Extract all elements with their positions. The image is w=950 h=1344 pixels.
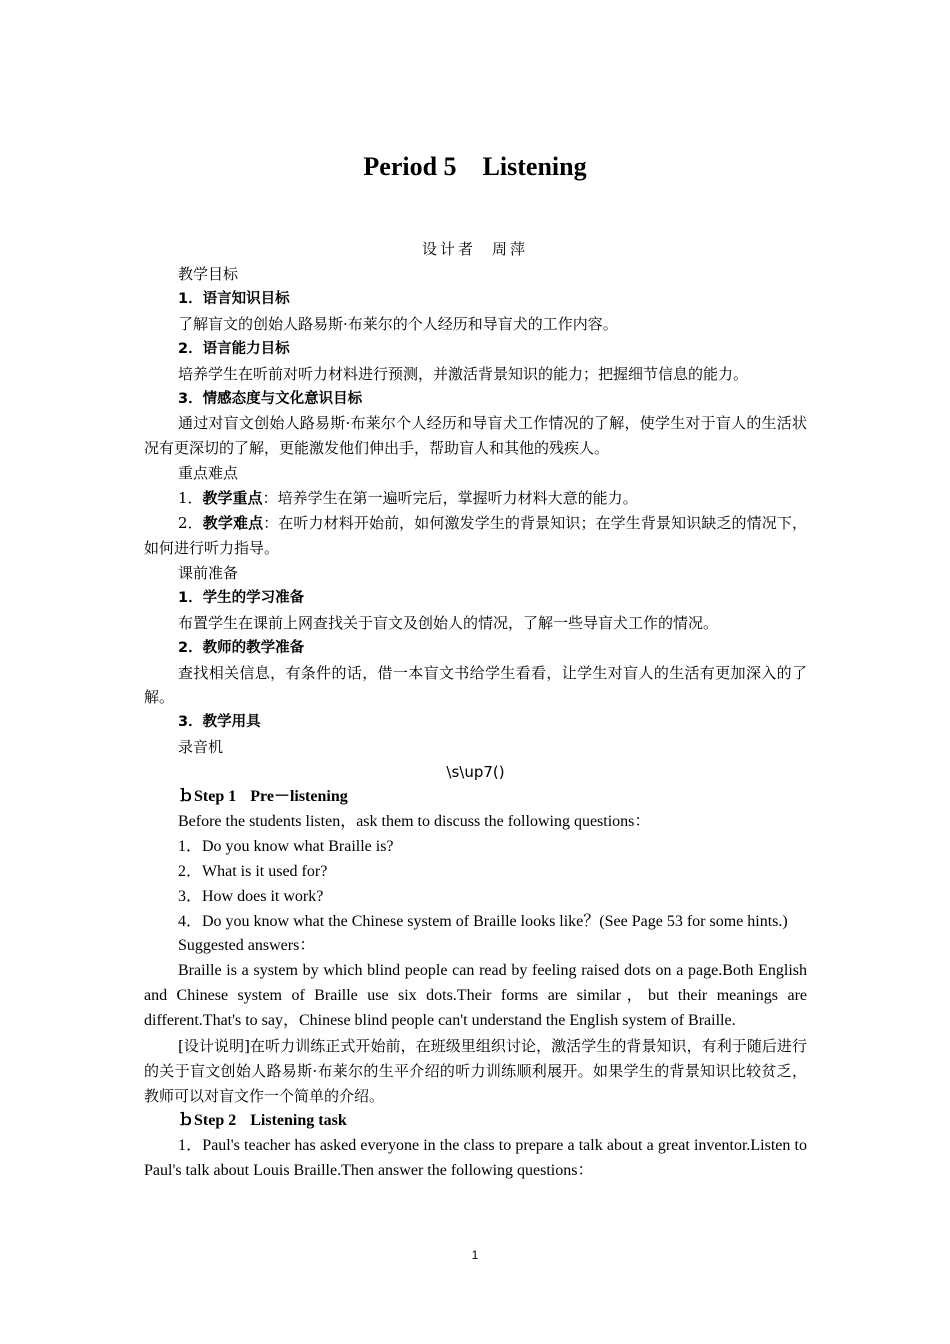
objective-2-text: 培养学生在听前对听力材料进行预测，并激活背景知识的能力；把握细节信息的能力。 bbox=[178, 364, 749, 383]
question-3: 3．How does it work? bbox=[178, 887, 324, 905]
objective-3-title: 3．情感态度与文化意识目标 bbox=[178, 390, 363, 407]
step-2-label: Step 2 bbox=[194, 1111, 237, 1129]
preparation-1-title: 1．学生的学习准备 bbox=[178, 589, 305, 606]
page-title bbox=[0, 152, 950, 182]
objectives-heading: 教学目标 bbox=[178, 265, 239, 283]
field-code: \s\up7() bbox=[446, 763, 505, 782]
step-1-intro: Before the students listen，ask them to discuss the following questions： bbox=[178, 812, 651, 830]
step-2-name: Listening task bbox=[250, 1111, 347, 1129]
document-body bbox=[144, 262, 807, 1184]
key-point-1 bbox=[144, 486, 807, 511]
objective-1-title: 1．语言知识目标 bbox=[178, 290, 290, 307]
preparation-heading: 课前准备 bbox=[178, 563, 239, 582]
preparation-1-text: 布置学生在课前上网查找关于盲文及创始人的情况，了解一些导盲犬工作的情况。 bbox=[178, 613, 719, 632]
preparation-3-title: 3．教学用具 bbox=[178, 714, 261, 731]
preparation-2-text: 查找相关信息，有条件的话，借一本盲文书给学生看看，让学生对盲人的生活有更加深入的了解。 bbox=[144, 663, 807, 707]
step-1-name: Pre－listening bbox=[250, 788, 348, 806]
step-1-label: Step 1 bbox=[194, 788, 237, 806]
step-2-bullet-icon: ｂ bbox=[178, 1111, 195, 1129]
key-point-2-num: 2． bbox=[178, 514, 203, 533]
key-point-2-label: 教学难点 bbox=[202, 514, 264, 533]
author-line bbox=[0, 238, 950, 259]
preparation-2-title: 2．教师的教学准备 bbox=[178, 639, 305, 656]
step-2-heading bbox=[144, 1109, 807, 1134]
design-note: [设计说明]在听力训练正式开始前，在班级里组织讨论，激活学生的背景知识，有利于随后进行的关于盲文创始人路易斯·布莱尔的生平介绍的听力训练顺利展开。如果学生的背景知识比较贫乏，教师可以对盲文作一个简单的介绍。 bbox=[144, 1037, 807, 1105]
step-1-bullet-icon: ｂ bbox=[178, 788, 195, 806]
title-listening: Listening bbox=[482, 152, 587, 181]
key-points-heading: 重点难点 bbox=[178, 464, 239, 483]
key-point-1-text: ：培养学生在第一遍听完后，掌握听力材料大意的能力。 bbox=[262, 489, 638, 508]
key-point-2 bbox=[144, 511, 807, 561]
question-4: 4．Do you know what the Chinese system of Braille looks like？(See Page 53 for some hints.) bbox=[178, 912, 788, 930]
step-1-heading bbox=[144, 785, 807, 810]
question-1: 1．Do you know what Braille is? bbox=[178, 837, 394, 855]
objective-2-title: 2．语言能力目标 bbox=[178, 340, 290, 357]
page-number: 1 bbox=[471, 1248, 479, 1262]
question-2: 2．What is it used for? bbox=[178, 862, 328, 880]
listening-task-1: 1．Paul's teacher has asked everyone in the class to prepare a talk about a great inventor.Listen to Paul's talk about Louis Braille.Then answer the following questions： bbox=[144, 1136, 807, 1179]
suggested-answer: Braille is a system by which blind people can read by feeling raised dots on a page.Both English and Chinese system of Braille use six dots.Their forms are similar，but their meanings are different.That's to say，Chinese blind people can't understand the English system of Braille. bbox=[144, 962, 807, 1030]
author-name: 周萍 bbox=[492, 240, 529, 258]
preparation-3-text: 录音机 bbox=[178, 738, 224, 757]
objective-3-text: 通过对盲文创始人路易斯·布莱尔个人经历和导盲犬工作情况的了解，使学生对于盲人的生活状况有更深切的了解，更能激发他们伸出手，帮助盲人和其他的残疾人。 bbox=[144, 414, 807, 458]
suggested-answers-label: Suggested answers： bbox=[178, 937, 316, 955]
key-point-1-num: 1． bbox=[178, 489, 203, 508]
title-period: Period 5 bbox=[363, 152, 457, 181]
objective-1-text: 了解盲文的创始人路易斯·布莱尔的个人经历和导盲犬的工作内容。 bbox=[178, 314, 618, 333]
key-point-2-text: ：在听力材料开始前，如何激发学生的背景知识；在学生背景知识缺乏的情况下，如何进行听力指导。 bbox=[144, 514, 807, 557]
key-point-1-label: 教学重点 bbox=[202, 489, 263, 508]
author-label: 设计者 bbox=[421, 240, 476, 258]
